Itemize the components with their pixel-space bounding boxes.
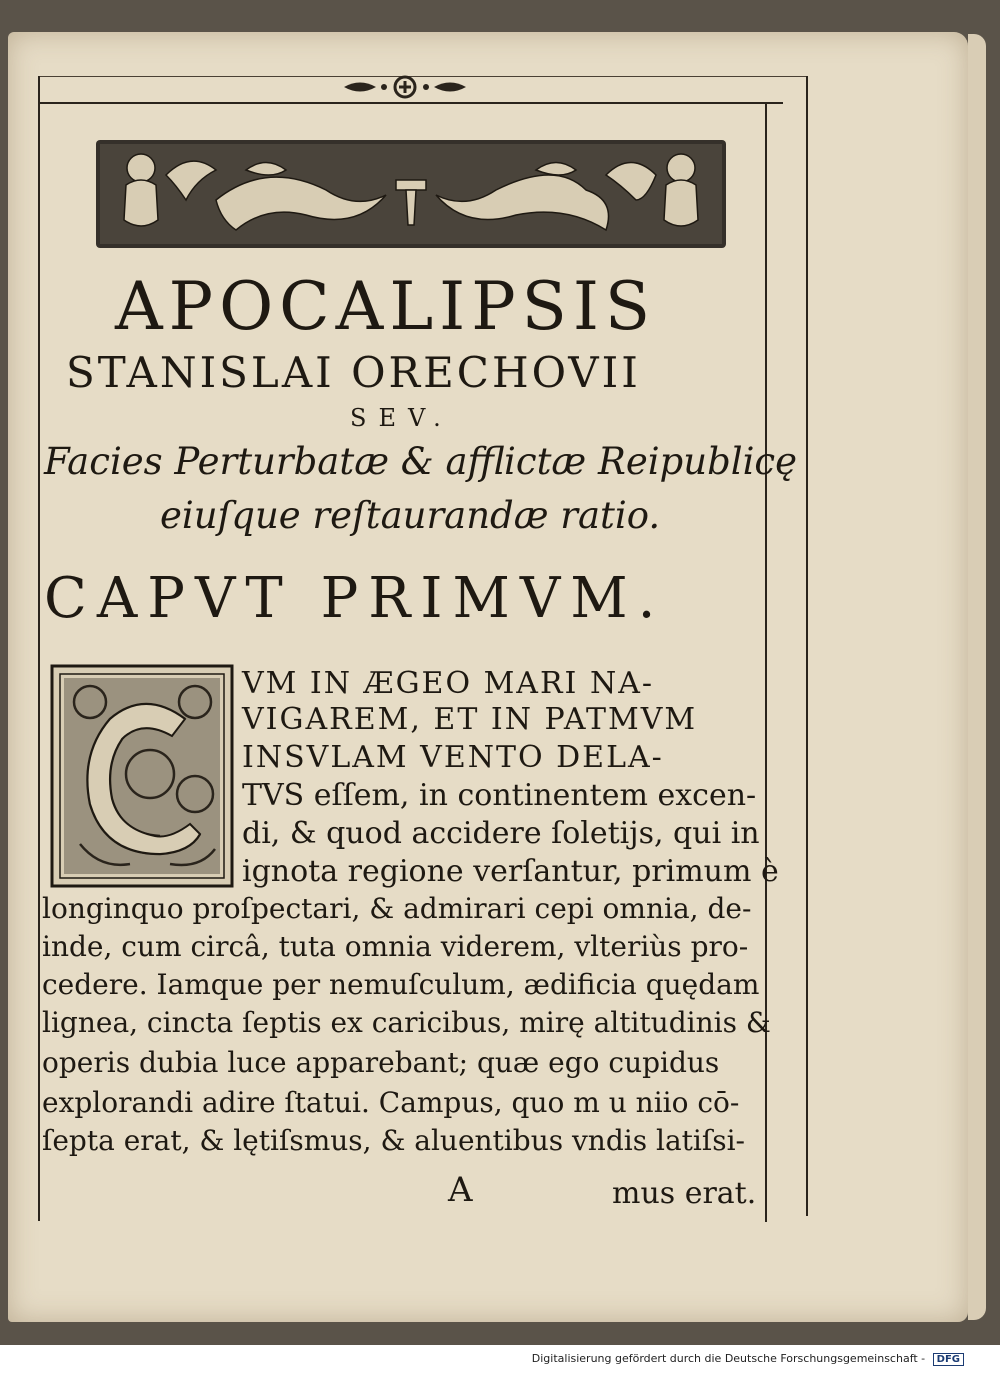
body-line-9: cedere. Iamque per nemuſculum, ædificia quędam <box>42 968 760 1001</box>
body-line-8: inde, cum circâ, tuta omnia viderem, vlteriùs pro- <box>42 930 749 963</box>
body-line-7: longinquo proſpectari, & admirari cepi omnia, de- <box>42 892 752 925</box>
frame-rule-left <box>38 76 40 1221</box>
body-line-4: TVS eſſem, in continentem excen- <box>242 778 757 813</box>
body-line-1: VM IN ÆGEO MARI NA- <box>242 666 654 701</box>
signature-mark: A <box>448 1170 473 1210</box>
body-line-11: operis dubia luce apparebant; quæ ego cupidus <box>42 1046 720 1079</box>
title-line-5: eiuſque reſtaurandæ ratio. <box>160 494 661 537</box>
frame-rule-top <box>38 102 783 104</box>
body-line-3: INSVLAM VENTO DELA- <box>242 740 664 775</box>
catchword: mus erat. <box>612 1176 757 1211</box>
frame-rule-right-inner <box>765 102 767 1222</box>
decorated-initial-c-icon <box>50 664 234 888</box>
footer-text: Digitalisierung gefördert durch die Deutsche Forschungsgemeinschaft - <box>531 1352 926 1365</box>
body-line-2: VIGAREM, ET IN PATMVM <box>242 702 698 737</box>
frame-rule-right-outer <box>806 76 808 1216</box>
title-line-1: APOCALIPSIS <box>115 268 657 345</box>
title-line-4: Facies Perturbatæ & afflictæ Reipublicę <box>44 440 798 483</box>
body-line-13: ſepta erat, & lętiſsmus, & aluentibus vndis latiſsi- <box>42 1124 745 1157</box>
title-line-2: STANISLAI ORECHOVII <box>66 348 641 397</box>
body-line-12: explorandi adire ſtatui. Campus, quo m u niio cō- <box>42 1086 740 1119</box>
dfg-logo-icon: DFG <box>933 1353 964 1366</box>
chapter-heading: CAPVT PRIMVM. <box>44 566 666 631</box>
body-line-5: di, & quod accidere ſoletijs, qui in <box>242 816 760 851</box>
woodcut-headpiece-icon <box>96 140 726 248</box>
footer-credit <box>532 1352 964 1366</box>
page-edge <box>968 34 986 1320</box>
body-line-10: lignea, cincta ſeptis ex caricibus, mirę altitudinis & <box>42 1006 771 1039</box>
title-line-3: SEV. <box>350 404 453 432</box>
top-ornament-icon <box>340 74 470 100</box>
body-line-6: ignota regione verſantur, primum è <box>242 854 779 889</box>
